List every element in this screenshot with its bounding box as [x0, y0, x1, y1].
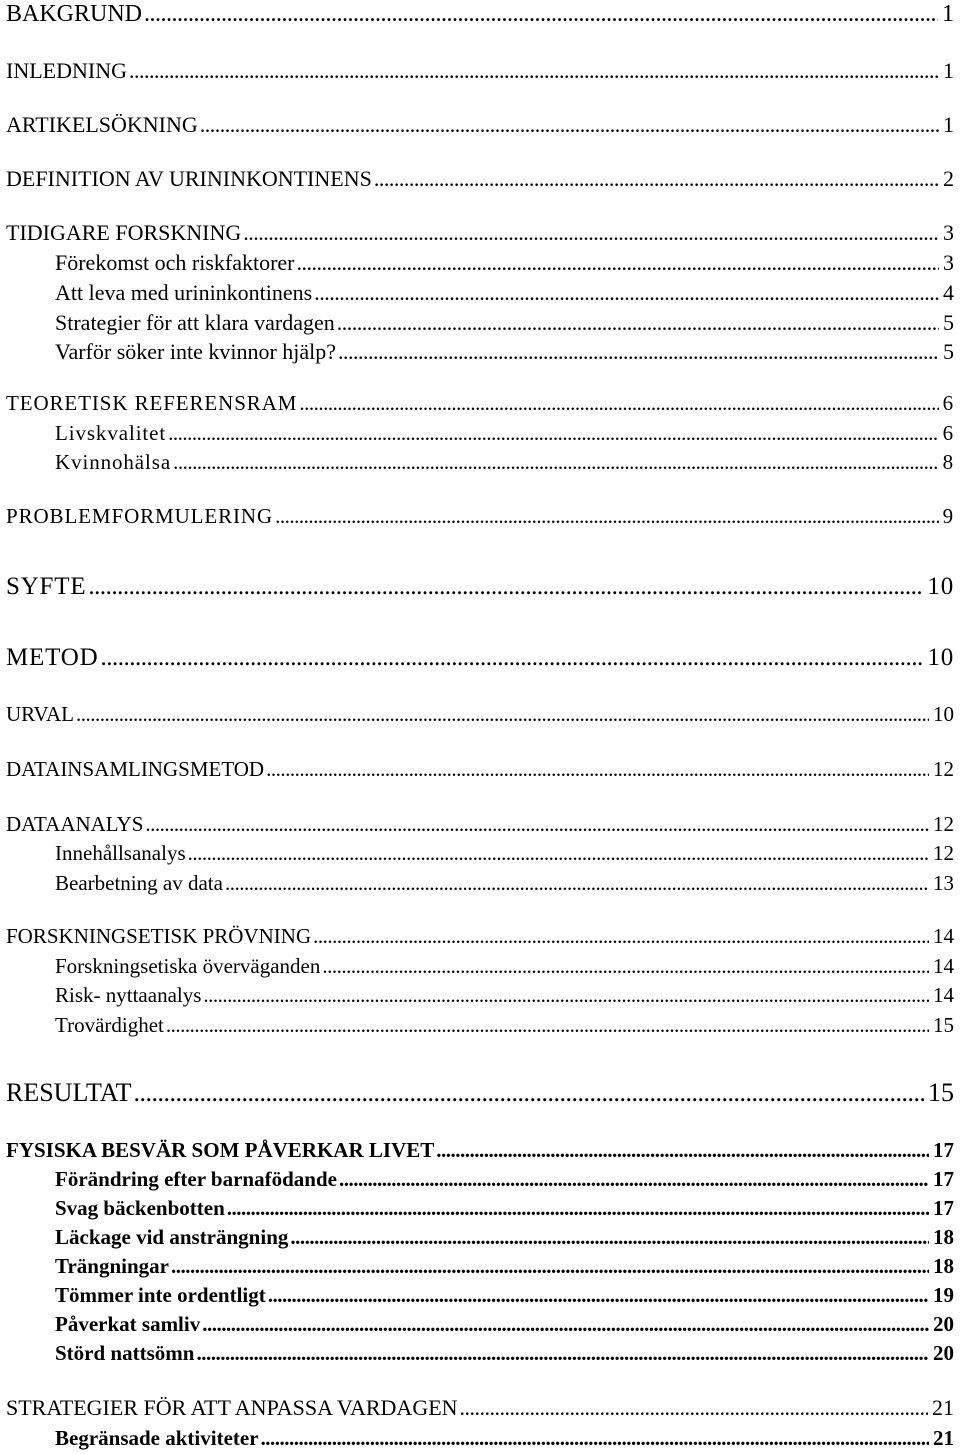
- toc-entry-title: Läckage vid ansträngning: [55, 1225, 289, 1249]
- toc-entry[interactable]: [6, 704, 954, 725]
- toc-page-number: 15: [928, 1078, 954, 1107]
- toc-entry-title: SYFTE: [6, 573, 87, 600]
- toc-entry[interactable]: [6, 114, 954, 136]
- toc-entry[interactable]: [6, 574, 954, 599]
- toc-page-number: 3: [943, 220, 954, 245]
- toc-page-number: 10: [933, 702, 954, 726]
- toc-entry[interactable]: [55, 252, 954, 274]
- toc-entry-title: Att leva med urininkontinens: [55, 280, 313, 305]
- toc-entry[interactable]: [6, 393, 954, 414]
- toc-entry-title: Tömmer inte ordentligt: [55, 1283, 266, 1307]
- toc-dot-leader: [171, 1256, 929, 1277]
- toc-dot-leader: [173, 452, 939, 473]
- toc-entry-title: Risk- nyttaanalys: [55, 983, 202, 1007]
- toc-page-number: 1: [943, 58, 954, 83]
- toc-entry[interactable]: [55, 985, 954, 1006]
- toc-dot-leader: [290, 1227, 929, 1248]
- toc-dot-leader: [460, 1397, 928, 1419]
- toc-dot-leader: [196, 1343, 929, 1364]
- toc-entry-title: Trängningar: [55, 1254, 169, 1278]
- toc-page-number: 18: [933, 1254, 954, 1278]
- toc-entry[interactable]: [55, 1227, 954, 1248]
- toc-entry[interactable]: [6, 60, 954, 82]
- toc-entry[interactable]: [55, 1314, 954, 1335]
- toc-entry[interactable]: [6, 2, 954, 26]
- toc-entry[interactable]: [55, 1169, 954, 1190]
- toc-page-number: 14: [933, 983, 954, 1007]
- toc-entry[interactable]: [55, 1198, 954, 1219]
- toc-page-number: 2: [943, 166, 954, 191]
- toc-page-number: 3: [943, 250, 954, 275]
- toc-entry[interactable]: [55, 341, 954, 363]
- toc-page-number: 5: [943, 310, 954, 335]
- toc-dot-leader: [134, 1080, 924, 1106]
- toc-page-number: 10: [927, 644, 954, 671]
- toc-entry-title: METOD: [6, 644, 99, 671]
- toc-page-number: 6: [942, 421, 954, 445]
- toc-dot-leader: [227, 1198, 929, 1219]
- toc-entry[interactable]: [6, 926, 954, 947]
- toc-entry-title: Förändring efter barnafödande: [55, 1167, 337, 1191]
- toc-dot-leader: [338, 341, 939, 363]
- toc-entry-title: Svag bäckenbotten: [55, 1196, 225, 1220]
- toc-entry-title: FYSISKA BESVÄR SOM PÅVERKAR LIVET: [6, 1138, 435, 1162]
- toc-entry[interactable]: [55, 873, 954, 894]
- toc-entry-title: Bearbetning av data: [55, 871, 223, 895]
- toc-entry[interactable]: [55, 1015, 954, 1036]
- toc-entry[interactable]: [6, 506, 954, 527]
- toc-page-number: 20: [933, 1341, 954, 1365]
- toc-page-number: 21: [933, 1426, 954, 1450]
- toc-entry[interactable]: [6, 814, 954, 835]
- toc-entry[interactable]: [55, 1343, 954, 1364]
- toc-entry-title: DATAINSAMLINGSMETOD: [6, 757, 265, 781]
- toc-page-number: 1: [942, 1, 954, 27]
- toc-page-number: 12: [933, 757, 954, 781]
- toc-entry[interactable]: [6, 1397, 954, 1419]
- toc-page-number: 14: [933, 954, 954, 978]
- toc-dot-leader: [266, 759, 929, 780]
- toc-page-number: 8: [942, 450, 954, 474]
- toc-dot-leader: [129, 60, 939, 82]
- toc-dot-leader: [76, 704, 929, 725]
- toc-page-number: 17: [933, 1196, 954, 1220]
- toc-entry[interactable]: [6, 222, 954, 244]
- toc-entry-title: RESULTAT: [6, 1078, 132, 1107]
- toc-dot-leader: [436, 1140, 929, 1161]
- toc-entry[interactable]: [55, 452, 954, 473]
- toc-entry-title: STRATEGIER FÖR ATT ANPASSA VARDAGEN: [6, 1395, 458, 1420]
- toc-dot-leader: [261, 1428, 929, 1449]
- toc-page-number: 5: [943, 339, 954, 364]
- toc-page-number: 13: [933, 871, 954, 895]
- toc-dot-leader: [275, 506, 939, 527]
- toc-dot-leader: [243, 222, 939, 244]
- toc-entry-title: Störd nattsömn: [55, 1341, 195, 1365]
- toc-dot-leader: [145, 814, 929, 835]
- toc-dot-leader: [88, 574, 923, 599]
- toc-page-number: 18: [933, 1225, 954, 1249]
- toc-entry[interactable]: [55, 312, 954, 334]
- toc-entry-title: DATAANALYS: [6, 812, 144, 836]
- toc-dot-leader: [337, 312, 939, 334]
- toc-entry-title: TIDIGARE FORSKNING: [6, 220, 242, 245]
- toc-dot-leader: [299, 393, 938, 414]
- toc-dot-leader: [200, 114, 939, 136]
- toc-entry-title: PROBLEMFORMULERING: [6, 504, 274, 528]
- toc-entry-title: Påverkat samliv: [55, 1312, 201, 1336]
- toc-entry[interactable]: [6, 1140, 954, 1161]
- toc-entry[interactable]: [55, 423, 954, 444]
- toc-dot-leader: [322, 956, 929, 977]
- toc-entry-title: ARTIKELSÖKNING: [6, 112, 198, 137]
- toc-entry-title: INLEDNING: [6, 58, 127, 83]
- toc-entry-title: Forskningsetiska överväganden: [55, 954, 321, 978]
- toc-dot-leader: [166, 1015, 929, 1036]
- toc-entry[interactable]: [6, 645, 954, 670]
- toc-entry-title: FORSKNINGSETISK PRÖVNING: [6, 924, 312, 948]
- toc-entry-title: Varför söker inte kvinnor hjälp?: [55, 339, 337, 364]
- toc-dot-leader: [168, 423, 938, 444]
- toc-page-number: 6: [942, 391, 954, 415]
- toc-entry-title: DEFINITION AV URININKONTINENS: [6, 166, 372, 191]
- toc-page-number: 15: [933, 1013, 954, 1037]
- toc-entry-title: Livskvalitet: [55, 421, 167, 445]
- toc-entry[interactable]: [55, 1256, 954, 1277]
- toc-dot-leader: [188, 843, 929, 864]
- toc-entry[interactable]: [6, 1080, 954, 1106]
- toc-dot-leader: [339, 1169, 929, 1190]
- toc-dot-leader: [202, 1314, 929, 1335]
- toc-page-number: 12: [933, 841, 954, 865]
- toc-entry[interactable]: [55, 282, 954, 304]
- toc-page-number: 14: [933, 924, 954, 948]
- toc-page-number: 17: [933, 1138, 954, 1162]
- toc-page-number: 10: [927, 573, 954, 600]
- toc-entry[interactable]: [55, 1428, 954, 1449]
- toc-entry[interactable]: [6, 168, 954, 190]
- toc-entry-title: Innehållsanalys: [55, 841, 186, 865]
- toc-entry-title: TEORETISK REFERENSRAM: [6, 391, 298, 415]
- toc-page-number: 4: [943, 280, 954, 305]
- toc-entry-title: URVAL: [6, 702, 74, 726]
- toc-page-number: 21: [932, 1395, 954, 1420]
- toc-dot-leader: [314, 282, 939, 304]
- toc-page-number: 1: [943, 112, 954, 137]
- toc-page-number: 9: [942, 504, 954, 528]
- toc-entry-title: Kvinnohälsa: [55, 450, 172, 474]
- toc-dot-leader: [100, 645, 923, 670]
- toc-dot-leader: [268, 1285, 929, 1306]
- toc-dot-leader: [203, 985, 929, 1006]
- toc-dot-leader: [144, 2, 938, 26]
- toc-entry-title: Begränsade aktiviteter: [55, 1426, 259, 1450]
- toc-dot-leader: [374, 168, 939, 190]
- toc-entry-title: Trovärdighet: [55, 1013, 164, 1037]
- toc-page-number: 17: [933, 1167, 954, 1191]
- toc-entry[interactable]: [55, 843, 954, 864]
- toc-dot-leader: [313, 926, 929, 947]
- toc-page-number: 19: [933, 1283, 954, 1307]
- toc-entry-title: Strategier för att klara vardagen: [55, 310, 335, 335]
- toc-dot-leader: [225, 873, 929, 894]
- toc-entry[interactable]: [55, 956, 954, 977]
- toc-entry[interactable]: [55, 1285, 954, 1306]
- toc-page-number: 12: [933, 812, 954, 836]
- toc-entry[interactable]: [6, 759, 954, 780]
- toc-page-number: 20: [933, 1312, 954, 1336]
- toc-entry-title: Förekomst och riskfaktorer: [55, 250, 295, 275]
- toc-entry-title: BAKGRUND: [6, 1, 143, 27]
- toc-dot-leader: [297, 252, 940, 274]
